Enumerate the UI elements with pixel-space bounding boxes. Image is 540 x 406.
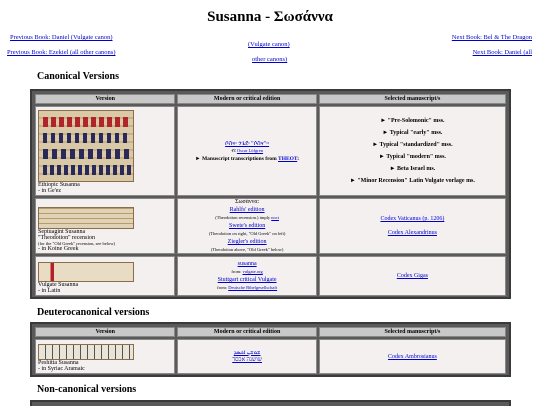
ms-early[interactable]: ► Typical "early" mss. — [382, 130, 443, 136]
susanna-latin-link[interactable]: susanna — [237, 261, 257, 267]
peshitta-manuscript-image[interactable] — [38, 344, 134, 360]
version-cell-vulgate — [35, 256, 175, 296]
edition-cell-vulgate — [177, 256, 316, 296]
next-book-daniel-link[interactable]: Next Book: Daniel (all — [472, 49, 532, 56]
prev-book-ezekiel-link[interactable]: Previous Book: Ezekiel (all other canons) — [7, 49, 116, 56]
codex-gigas-link[interactable]: Codex Gigas — [396, 273, 428, 279]
version-language: - in Koine Greek — [38, 246, 79, 252]
ms-pre-solomonic[interactable]: ► "Pre-Solomonic" mss. — [380, 118, 445, 124]
version-name: Ethiopic Susanna — [38, 182, 80, 188]
section-noncanonical-heading: Non-canonical versions — [37, 384, 137, 395]
ziegler-edition-link[interactable]: Ziegler's edition — [227, 239, 267, 245]
syriac-edition-link[interactable]: ܫܘܫܢ ܐܟܣܕ — [233, 350, 261, 356]
edition-author-prefix: ብ፡ — [231, 147, 236, 153]
section-deutero-heading: Deuterocanonical versions — [37, 307, 150, 318]
header-manuscripts: Selected manuscript/s — [319, 327, 506, 337]
page-title: Susanna - Σωσάννα — [207, 9, 333, 25]
version-name: Peshitta Susanna — [38, 360, 79, 366]
version-language: - in Ge'ez — [38, 188, 62, 194]
vulgate-canon-link[interactable]: (Vulgate canon) — [248, 41, 290, 48]
from-label: from: — [217, 285, 228, 290]
header-edition: Modern or critical edition — [177, 327, 316, 337]
manuscripts-cell-septuagint — [319, 198, 506, 254]
section-canonical-heading: Canonical Versions — [37, 71, 119, 82]
next-book-bel-link[interactable]: Next Book: Bel & The Dragon — [451, 34, 532, 41]
manuscripts-cell-ethiopic — [319, 106, 506, 196]
rahlfs-note: (Theodotion recension.) imply — [215, 215, 271, 220]
bibelgesellschaft-link[interactable]: Deutsche Bibelgesellschaft — [228, 285, 278, 290]
canonical-versions-table — [30, 89, 511, 299]
transcriptions-label: ► Manuscript transcriptions from — [195, 155, 277, 162]
prev-book-daniel-link[interactable]: Previous Book: Daniel (Vulgate canon) — [10, 34, 113, 41]
ms-standardized[interactable]: ► Typical "standardized" mss. — [372, 142, 453, 148]
header-version: Version — [35, 94, 175, 104]
ms-beta-israel[interactable]: ► Beta Israel ms. — [389, 166, 436, 172]
old-greek-note: (for the "Old Greek" recension, see below) — [38, 241, 116, 246]
codex-alexandrinus-link[interactable]: Codex Alexandrinus — [387, 230, 437, 236]
rahlfs-edition-link[interactable]: Rahlfs' edition — [229, 207, 265, 213]
deuterocanonical-versions-table — [30, 322, 511, 377]
edition-cell-peshitta — [177, 339, 316, 374]
version-cell-peshitta — [35, 339, 175, 374]
edition-cell-ethiopic: ሶስና፡ ንጌደ፡ "ሶስና"፡፡ ብ፡ Oscar Löfgren ► Manuscript transcriptions from THEOT: — [177, 106, 316, 196]
stuttgart-vulgate-link[interactable]: Stuttgart critical Vulgate — [217, 277, 277, 283]
version-recension: "Theodotion" recension — [38, 235, 96, 241]
rahlfs-note-link[interactable]: noct — [271, 215, 279, 220]
swete-edition-link[interactable]: Swete's edition — [228, 223, 266, 229]
lofgren-link[interactable]: Oscar Löfgren — [236, 147, 264, 153]
version-name: Septuagint Susanna — [38, 229, 86, 235]
header-manuscripts: Selected manuscript/s — [319, 94, 506, 104]
ziegler-note: (Theodotion above, "Old Greek" below) — [210, 247, 284, 252]
from-label: from: — [231, 269, 242, 274]
manuscripts-cell-vulgate — [319, 256, 506, 296]
hebrew-script-edition-link[interactable]: שושנה אכסד — [232, 357, 262, 363]
manuscripts-cell-peshitta — [319, 339, 506, 374]
version-name: Vulgate Susanna — [38, 282, 79, 288]
other-canons-link[interactable]: other canons) — [252, 56, 288, 63]
noncanonical-versions-table — [30, 400, 511, 406]
codex-ambrosianus-link[interactable]: Codex Ambrosianus — [387, 353, 437, 360]
vulgate-org-link[interactable]: vulgate.org — [242, 269, 263, 274]
version-language: - in Latin — [38, 288, 61, 294]
codex-vaticanus-link[interactable]: Codex Vaticanus (p. 1206) — [380, 216, 445, 222]
header-version: Version — [35, 327, 175, 337]
ms-modern[interactable]: ► Typical "modern" mss. — [378, 154, 446, 160]
swete-note: (Theodotion on right, "Old Greek" on left) — [208, 231, 286, 236]
version-cell-septuagint — [35, 198, 175, 254]
version-language: - in Syriac Aramaic — [38, 366, 85, 372]
ethiopic-manuscript-image[interactable] — [38, 110, 134, 182]
edition-cell-septuagint — [177, 198, 316, 254]
header-edition: Modern or critical edition — [177, 94, 316, 104]
ethiopic-edition-link[interactable]: ሶስና፡ ንጌደ፡ "ሶስና"፡፡ — [225, 140, 270, 147]
version-cell-ethiopic — [35, 106, 175, 196]
theot-link[interactable]: THEOT — [278, 155, 298, 162]
vulgate-manuscript-image[interactable] — [38, 262, 134, 282]
greek-edition-title: Σωσάννα: — [235, 199, 260, 205]
septuagint-manuscript-image[interactable] — [38, 207, 134, 229]
ms-minor-recension[interactable]: ► "Minor Recension" Latin Vulgate vorlage ms. — [349, 178, 475, 184]
